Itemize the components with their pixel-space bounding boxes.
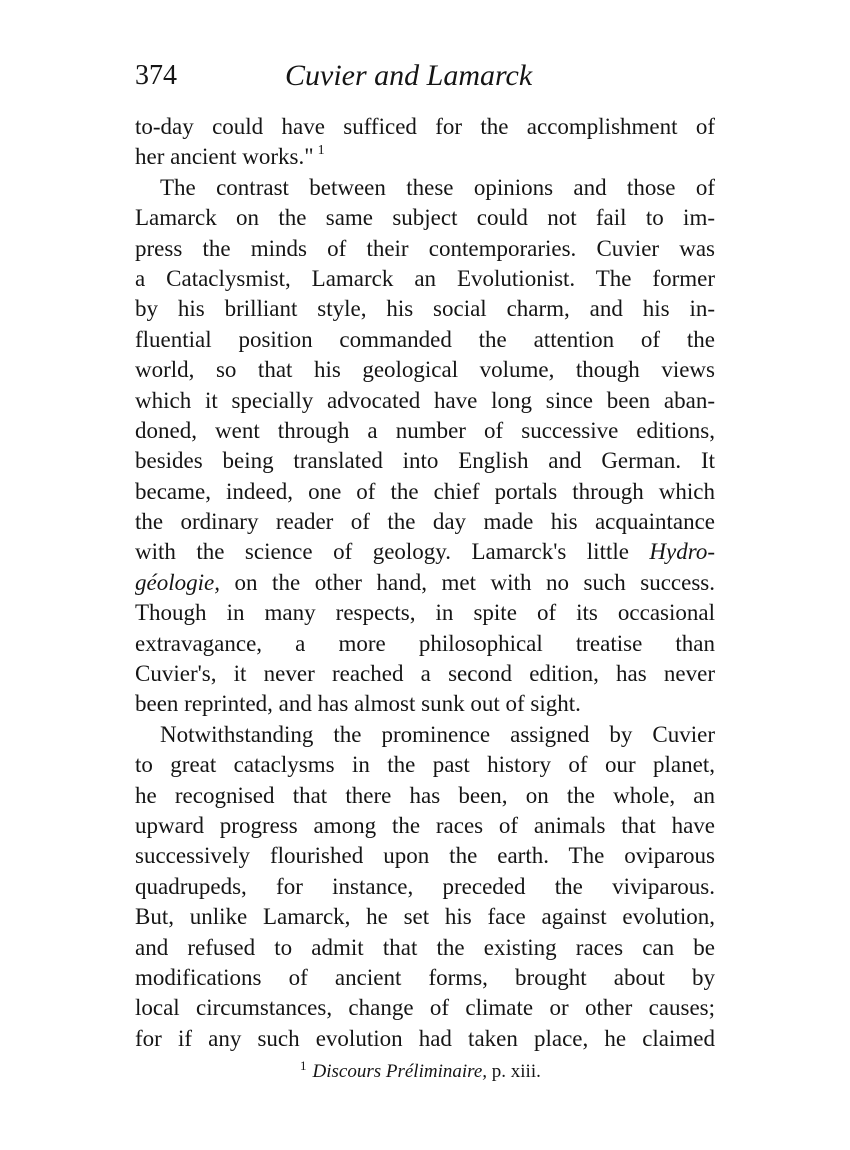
body-text (135, 112, 715, 1054)
page-header (135, 58, 715, 98)
text-line-2 (135, 142, 715, 172)
quoted-text-end: her ancient works." (135, 144, 314, 170)
text-line-14: the ordinary reader of the day made his acquaintance (135, 509, 715, 535)
footnote-title: Discours Préliminaire, (312, 1061, 488, 1082)
text-line-27: But, unlike Lamarck, he set his face against evolution, (135, 904, 715, 930)
text-line-12: besides being translated into English and German. It (135, 448, 715, 474)
text-line-11: doned, went through a number of successive editions, (135, 417, 715, 443)
text-line-31: for if any such evolution had taken place, he claimed (135, 1025, 715, 1051)
text-line-1: to-day could have sufficed for the accomplishment of (135, 114, 715, 139)
running-title: Cuvier and Lamarck (285, 59, 533, 92)
text-line-8: fluential position commanded the attention of the (135, 326, 715, 352)
text-line-23: he recognised that there has been, on the whole, an (135, 782, 715, 808)
text-line-15 (135, 537, 715, 567)
text-line-6: a Cataclysmist, Lamarck an Evolutionist. The former (135, 265, 715, 291)
footnote-number: 1 (300, 1058, 307, 1073)
text-line-13: became, indeed, one of the chief portals through which (135, 478, 715, 504)
text-line-18: extravagance, a more philosophical treatise than (135, 630, 715, 656)
text-line-21: Notwithstanding the prominence assigned by Cuvier (160, 721, 715, 747)
page-number: 374 (135, 60, 177, 91)
text-line-24: upward progress among the races of animals that have (135, 812, 715, 838)
footnote-page-reference: p. xiii. (487, 1061, 541, 1082)
footnote (300, 1060, 541, 1085)
text-line-26: quadrupeds, for instance, preceded the viviparous. (135, 873, 715, 899)
text-line-16 (135, 568, 715, 598)
text-line-9: world, so that his geological volume, though views (135, 357, 715, 383)
italic-title-part-2: géologie, (135, 569, 220, 595)
footnote-marker: 1 (317, 143, 325, 159)
text-line-28: and refused to admit that the existing races can be (135, 934, 715, 960)
text-line-16-end: on the other hand, met with no such success. (219, 569, 715, 595)
text-line-3: The contrast between these opinions and those of (160, 174, 715, 200)
text-line-10: which it specially advocated have long since been aban- (135, 387, 715, 413)
text-line-30: local circumstances, change of climate or other causes; (135, 995, 715, 1021)
text-line-22: to great cataclysms in the past history of our planet, (135, 752, 715, 778)
text-line-4: Lamarck on the same subject could not fail to im- (135, 205, 715, 231)
text-line-5: press the minds of their contemporaries. Cuvier was (135, 235, 715, 261)
text-line-17: Though in many respects, in spite of its occasional (135, 600, 715, 626)
text-line-29: modifications of ancient forms, brought about by (135, 964, 715, 990)
text-line-19: Cuvier's, it never reached a second edition, has never (135, 661, 715, 687)
text-line-15-start: with the science of geology. Lamarck's little (135, 539, 650, 565)
text-line-7: by his brilliant style, his social charm, and his in- (135, 296, 715, 322)
italic-title-part-1: Hydro- (649, 539, 715, 565)
text-line-20: been reprinted, and has almost sunk out of sight. (135, 691, 581, 717)
text-line-25: successively flourished upon the earth. The oviparous (135, 843, 715, 869)
